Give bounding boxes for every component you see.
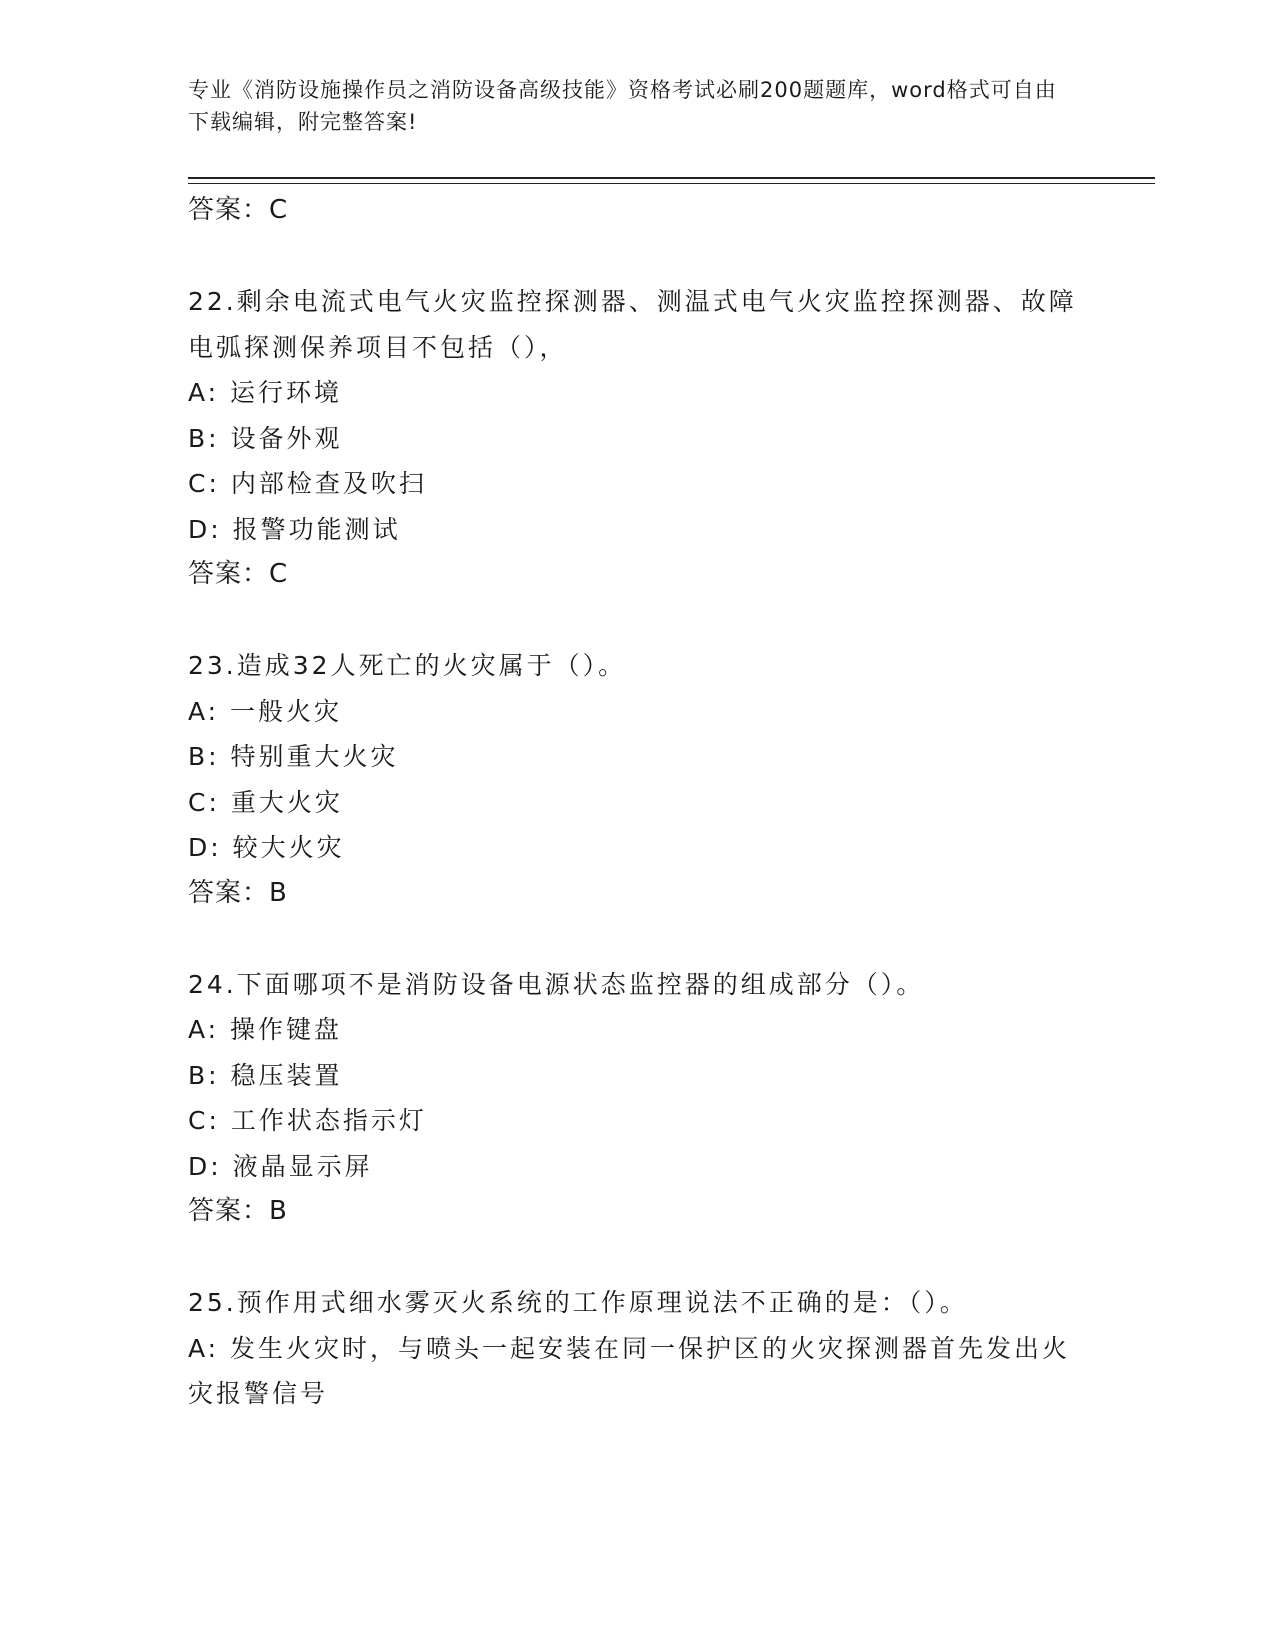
- option-b: B: 设备外观: [188, 423, 343, 453]
- spacer: [188, 916, 1088, 962]
- option-c: C: 内部检查及吹扫: [188, 469, 427, 498]
- question-stem: 25.预作用式细水雾灭火系统的工作原理说法不正确的是：（）。: [188, 1288, 968, 1317]
- option-b: B: 稳压装置: [188, 1060, 343, 1090]
- option-a: A: 运行环境: [188, 378, 343, 407]
- option-b: B: 特别重大火灾: [188, 742, 399, 771]
- option-c: C: 工作状态指示灯: [188, 1106, 427, 1135]
- option-a: A: 一般火灾: [188, 696, 343, 726]
- question-stem: 24.下面哪项不是消防设备电源状态监控器的组成部分（）。: [188, 969, 925, 999]
- answer-line: 答案：C: [188, 195, 289, 225]
- spacer: [188, 598, 1088, 644]
- option-d: D: 较大火灾: [188, 833, 345, 862]
- question-list: [188, 188, 1088, 1417]
- question-stem: 23.造成32人死亡的火灾属于（）。: [188, 651, 627, 680]
- option-c: C: 重大火灾: [188, 787, 343, 817]
- question-stem: 22.剩余电流式电气火灾监控探测器、测温式电气火灾监控探测器、故障电弧探测保养项目不包括（），: [188, 287, 1077, 362]
- question-block: [188, 962, 1088, 1235]
- question-block: [188, 279, 1088, 598]
- question-block: [188, 1280, 1088, 1417]
- header-divider-thick: [188, 177, 1155, 179]
- answer-line: 答案：C: [188, 559, 289, 589]
- option-d: D: 报警功能测试: [188, 514, 401, 544]
- answer-line: 答案：B: [188, 877, 288, 908]
- option-a: A: 发生火灾时，与喷头一起安装在同一保护区的火灾探测器首先发出火灾报警信号: [188, 1333, 1071, 1408]
- document-header: 专业《消防设施操作员之消防设备高级技能》资格考试必刷200题题库，word格式可自由下载编辑，附完整答案!: [188, 78, 1057, 134]
- header-divider-thin: [188, 183, 1155, 184]
- spacer: [188, 234, 1088, 280]
- answer-line: 答案：B: [188, 1196, 288, 1226]
- spacer: [188, 1235, 1088, 1281]
- option-a: A: 操作键盘: [188, 1015, 343, 1044]
- option-d: D: 液晶显示屏: [188, 1151, 373, 1181]
- question-block: [188, 643, 1088, 916]
